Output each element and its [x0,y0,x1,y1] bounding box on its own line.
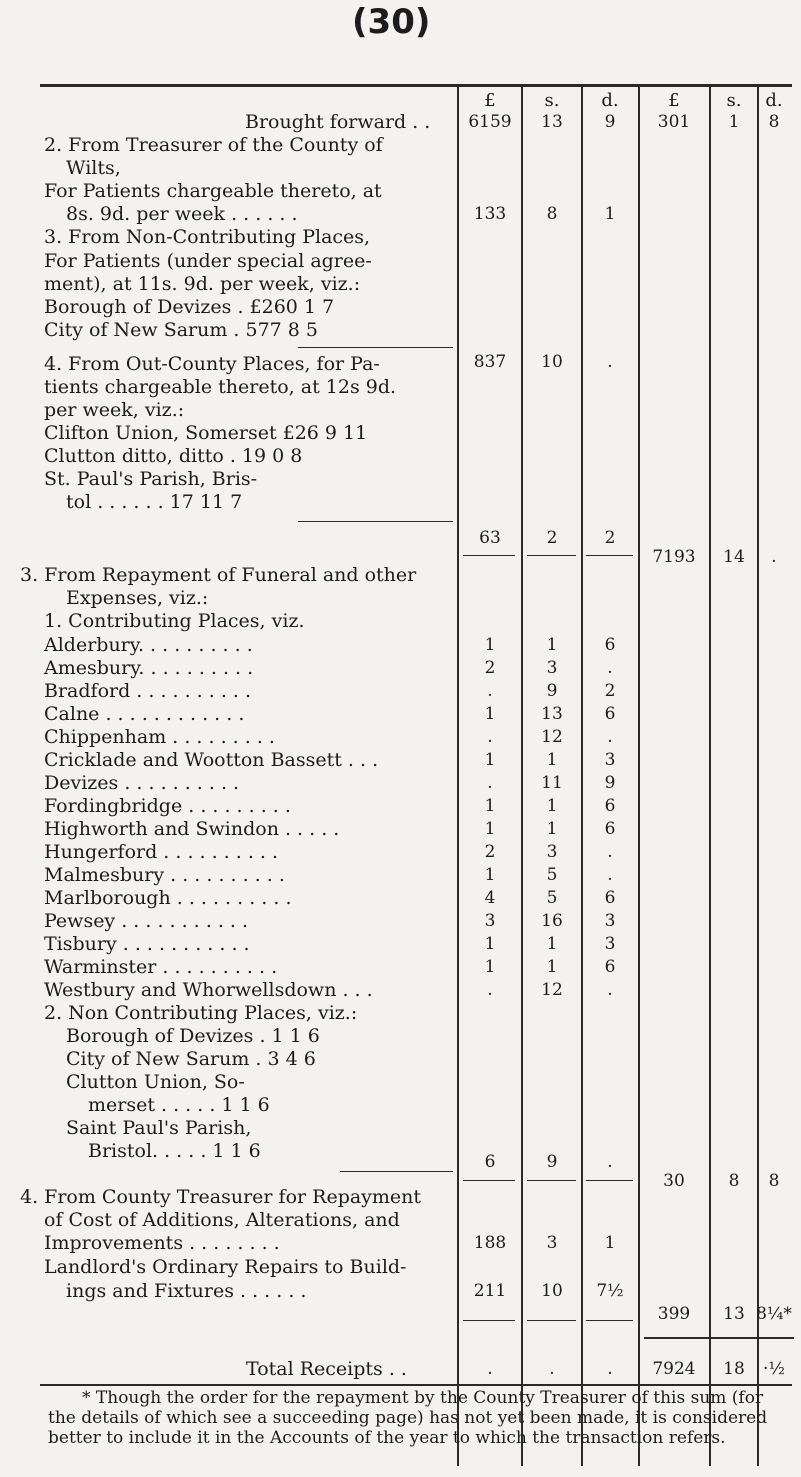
text-line: 2. Non Contributing Places, viz.: [44,1002,358,1024]
text-line: Saint Paul's Parish, [66,1117,252,1139]
place-name: Tisbury . . . . . . . . . . . [44,933,250,955]
page-number: (30) [352,2,431,42]
place-shillings: 13 [541,704,563,724]
amount-shillings: 8 [546,204,558,224]
place-pence: 6 [604,796,616,816]
place-pence: . [607,727,613,747]
amount-pence: 7½ [596,1281,624,1301]
amount-pounds: 30 [663,1171,685,1191]
text-line: Borough of Devizes . £260 1 7 [44,296,335,318]
text-line: merset . . . . . 1 1 6 [88,1094,270,1116]
place-pence: . [607,842,613,862]
subtotal-rule [463,1180,515,1181]
place-pounds: 1 [484,865,496,885]
place-shillings: 1 [546,750,558,770]
text-line: For Patients (under special agree- [44,250,372,272]
amount-pounds: 211 [473,1281,507,1301]
amount-pence: 8¼* [756,1304,792,1324]
total-pounds: . [487,1359,493,1379]
subtotal-rule [586,1180,633,1181]
text-line: tients chargeable thereto, at 12s 9d. [44,376,397,398]
place-shillings: 1 [546,635,558,655]
place-pounds: 3 [484,911,496,931]
text-line: 4. From Out-County Places, for Pa- [44,353,380,375]
place-pounds: 1 [484,750,496,770]
place-pounds: 2 [484,842,496,862]
place-name: Fordingbridge . . . . . . . . . [44,795,291,817]
place-pounds: . [487,727,493,747]
text-line: per week, viz.: [44,399,185,421]
total-pence-right: ·½ [763,1359,785,1379]
amount-shillings: 10 [541,352,563,372]
place-name: Bradford . . . . . . . . . . [44,680,252,702]
place-pounds: . [487,773,493,793]
text-line: Clutton ditto, ditto . 19 0 8 [44,445,303,467]
text-line: Expenses, viz.: [66,587,209,609]
text-line: tol . . . . . . 17 11 7 [66,491,243,513]
place-pounds: 1 [484,796,496,816]
text-line: Brought forward . . [245,111,431,133]
amount-pence: 2 [604,528,616,548]
place-shillings: 1 [546,957,558,977]
text-line: Improvements . . . . . . . . [44,1232,280,1254]
text-line: 1. Contributing Places, viz. [44,610,305,632]
text-line: of Cost of Additions, Alterations, and [44,1209,400,1231]
subtotal-rule [340,1171,453,1172]
text-line: St. Paul's Parish, Bris- [44,468,258,490]
amount-shillings: 1 [728,112,740,132]
amount-shillings: 9 [546,1152,558,1172]
text-line: ment), at 11s. 9d. per week, viz.: [44,273,361,295]
place-pence: 6 [604,888,616,908]
footnote: * Though the order for the repayment by the County Treasurer of this sum (for the details of which see a succeeding page) has not yet been made, it is considered better to include it in the Accounts of the year to which the transaction refers. [48,1388,768,1448]
amount-pounds: 133 [473,204,507,224]
amount-shillings: 14 [723,547,745,567]
header-left-pounds: £ [484,90,496,111]
place-pence: . [607,658,613,678]
place-pounds: 1 [484,819,496,839]
total-shillings: . [549,1359,555,1379]
place-pence: 9 [604,773,616,793]
amount-pence: 8 [768,1171,780,1191]
text-line: Wilts, [66,157,121,179]
amount-pence: 8 [768,112,780,132]
place-pence: 3 [604,934,616,954]
place-shillings: 9 [546,681,558,701]
text-line: Borough of Devizes . 1 1 6 [66,1025,320,1047]
place-name: Warminster . . . . . . . . . . [44,956,278,978]
text-line: City of New Sarum . 3 4 6 [66,1048,316,1070]
amount-pence: . [771,547,777,567]
place-pounds: 1 [484,704,496,724]
text-line: 3. From Non-Contributing Places, [44,226,371,248]
place-shillings: 1 [546,934,558,954]
subtotal-rule [644,1337,794,1339]
text-line: 8s. 9d. per week . . . . . . [66,203,298,225]
text-line: Clutton Union, So- [66,1071,245,1093]
text-line: City of New Sarum . 577 8 5 [44,319,319,341]
text-line: 3. From Repayment of Funeral and other [20,564,417,586]
bottom-rule [40,1384,792,1386]
text-line: Bristol. . . . . 1 1 6 [88,1140,261,1162]
place-pence: 6 [604,635,616,655]
place-name: Malmesbury . . . . . . . . . . [44,864,285,886]
subtotal-rule [527,1320,576,1321]
subtotal-rule [586,1320,633,1321]
amount-pounds: 63 [479,528,501,548]
amount-pounds: 188 [473,1233,507,1253]
subtotal-rule [586,555,633,556]
place-shillings: 3 [546,658,558,678]
text-line: For Patients chargeable thereto, at [44,180,382,202]
subtotal-rule [527,555,576,556]
text-line: Total Receipts . . [246,1358,407,1380]
place-pounds: 1 [484,957,496,977]
subtotal-rule [298,347,453,348]
amount-pence: 1 [604,1233,616,1253]
place-name: Cricklade and Wootton Bassett . . . [44,749,379,771]
column-rule [757,86,759,1466]
place-pounds: . [487,980,493,1000]
place-shillings: 16 [541,911,563,931]
place-shillings: 3 [546,842,558,862]
total-shillings-right: 18 [723,1359,745,1379]
header-left-pence: d. [601,90,619,111]
header-left-shillings: s. [544,90,560,111]
amount-shillings: 10 [541,1281,563,1301]
place-name: Calne . . . . . . . . . . . . [44,703,245,725]
amount-shillings: 13 [541,112,563,132]
top-rule [40,84,792,87]
amount-shillings: 2 [546,528,558,548]
amount-pence: . [607,1152,613,1172]
amount-shillings: 8 [728,1171,740,1191]
place-name: Marlborough . . . . . . . . . . [44,887,292,909]
place-shillings: 1 [546,819,558,839]
amount-pounds: 301 [657,112,691,132]
amount-pence: . [607,352,613,372]
amount-pounds: 399 [657,1304,691,1324]
text-line: Clifton Union, Somerset £26 9 11 [44,422,368,444]
place-pounds: . [487,681,493,701]
place-name: Hungerford . . . . . . . . . . [44,841,279,863]
place-pence: 3 [604,750,616,770]
text-line: 4. From County Treasurer for Repayment [20,1186,422,1208]
amount-pence: 1 [604,204,616,224]
place-pounds: 1 [484,934,496,954]
text-line: 2. From Treasurer of the County of [44,134,383,156]
amount-pence: 9 [604,112,616,132]
place-shillings: 5 [546,865,558,885]
subtotal-rule [527,1180,576,1181]
text-line: ings and Fixtures . . . . . . [66,1280,307,1302]
place-pence: 6 [604,704,616,724]
place-name: Westbury and Whorwellsdown . . . [44,979,373,1001]
place-pounds: 4 [484,888,496,908]
place-shillings: 12 [541,727,563,747]
subtotal-rule [463,555,515,556]
text-line: Landlord's Ordinary Repairs to Build- [44,1256,407,1278]
header-right-shillings: s. [726,90,742,111]
place-pence: . [607,980,613,1000]
amount-pounds: 6159 [468,112,512,132]
place-name: Alderbury. . . . . . . . . . [44,634,253,656]
place-name: Devizes . . . . . . . . . . [44,772,240,794]
place-pounds: 2 [484,658,496,678]
column-rule [457,86,459,1466]
amount-pounds: 837 [473,352,507,372]
place-pence: 6 [604,957,616,977]
amount-pounds: 6 [484,1152,496,1172]
place-shillings: 12 [541,980,563,1000]
subtotal-rule [463,1320,515,1321]
place-pounds: 1 [484,635,496,655]
total-pounds-right: 7924 [652,1359,696,1379]
amount-shillings: 13 [723,1304,745,1324]
total-pence: . [607,1359,613,1379]
place-name: Chippenham . . . . . . . . . [44,726,275,748]
place-pence: 6 [604,819,616,839]
subtotal-rule [298,521,453,522]
place-name: Pewsey . . . . . . . . . . . [44,910,249,932]
header-right-pence: d. [765,90,783,111]
column-rule [709,86,711,1466]
amount-shillings: 3 [546,1233,558,1253]
place-pence: 3 [604,911,616,931]
place-pence: 2 [604,681,616,701]
place-shillings: 5 [546,888,558,908]
place-shillings: 1 [546,796,558,816]
place-name: Highworth and Swindon . . . . . [44,818,340,840]
amount-pounds: 7193 [652,547,696,567]
place-name: Amesbury. . . . . . . . . . [44,657,254,679]
place-shillings: 11 [541,773,563,793]
header-right-pounds: £ [668,90,680,111]
place-pence: . [607,865,613,885]
